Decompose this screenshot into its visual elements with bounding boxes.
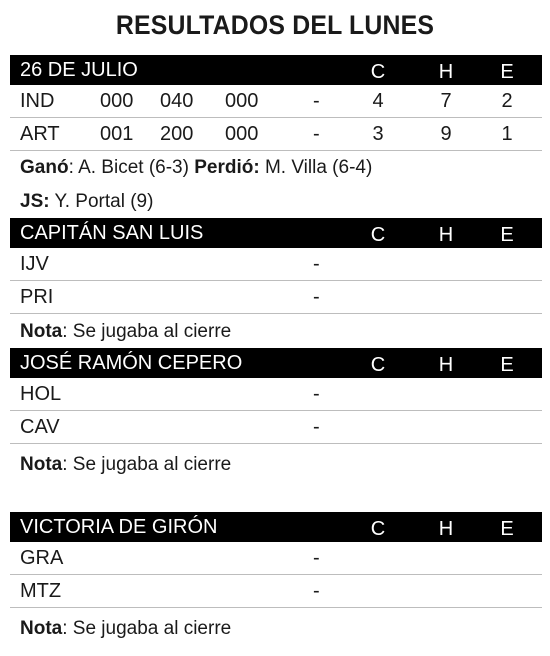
team-row [10,542,542,575]
note-label: Nota [20,321,63,342]
runs-value: 3 [372,123,384,145]
team-name: GRA [20,547,64,569]
innings-1-3: 000 [100,90,134,112]
loser-value: M. Villa (6-4) [259,157,373,178]
loser-label: Perdió: [194,157,260,178]
winner-label: Ganó [20,157,69,178]
hits-column-header: H [438,224,454,246]
note-label: Nota [20,454,63,475]
team-row [10,411,542,444]
innings-4-6: 040 [160,90,194,112]
separator: - [313,90,320,112]
errors-column-header: E [500,61,514,83]
team-row [10,378,542,411]
status-note [20,321,231,343]
team-name: HOL [20,383,62,405]
venue-name: 26 DE JULIO [20,59,138,81]
errors-column-header: E [500,354,514,376]
hits-column-header: H [438,518,454,540]
venue-header [10,55,542,85]
hits-value: 9 [440,123,452,145]
innings-1-3: 001 [100,123,134,145]
separator: - [313,383,320,405]
team-row [10,85,542,118]
venue-name: CAPITÁN SAN LUIS [20,222,204,244]
note-value: : Se jugaba al cierre [62,618,232,639]
team-row [10,118,542,151]
innings-7-9: 000 [225,123,259,145]
separator: - [313,253,320,275]
game-26-de-julio [10,55,542,151]
runs-value: 4 [372,90,384,112]
venue-header [10,218,542,248]
team-name: IJV [20,253,49,275]
note-label: Nota [20,618,63,639]
save-value: Y. Portal (9) [49,191,154,212]
innings-7-9: 000 [225,90,259,112]
note-value: : Se jugaba al cierre [62,454,232,475]
hits-value: 7 [440,90,452,112]
save-note [20,191,153,213]
venue-header [10,512,542,542]
venue-name: JOSÉ RAMÓN CEPERO [20,352,243,374]
innings-4-6: 200 [160,123,194,145]
runs-column-header: C [370,354,386,376]
status-note [20,454,231,476]
team-row [10,248,542,281]
venue-header [10,348,542,378]
team-name: MTZ [20,580,62,602]
hits-column-header: H [438,354,454,376]
separator: - [313,286,320,308]
separator: - [313,580,320,602]
errors-value: 1 [501,123,513,145]
errors-column-header: E [500,224,514,246]
venue-name: VICTORIA DE GIRÓN [20,516,218,538]
status-note [20,618,231,640]
team-row [10,575,542,608]
runs-column-header: C [370,61,386,83]
team-name: ART [20,123,60,145]
runs-column-header: C [370,518,386,540]
game-capitan-san-luis [10,218,542,314]
save-label: JS: [20,191,50,212]
pitchers-note [20,157,372,179]
errors-value: 2 [501,90,513,112]
game-jose-ramon-cepero [10,348,542,444]
separator: - [313,547,320,569]
separator: - [313,123,320,145]
note-value: : Se jugaba al cierre [62,321,232,342]
team-name: PRI [20,286,54,308]
winner-value: : A. Bicet (6-3) [68,157,195,178]
separator: - [313,416,320,438]
team-row [10,281,542,314]
hits-column-header: H [438,61,454,83]
errors-column-header: E [500,518,514,540]
game-victoria-de-giron [10,512,542,608]
team-name: CAV [20,416,60,438]
page-title: RESULTADOS DEL LUNES [115,10,435,40]
team-name: IND [20,90,55,112]
runs-column-header: C [370,224,386,246]
